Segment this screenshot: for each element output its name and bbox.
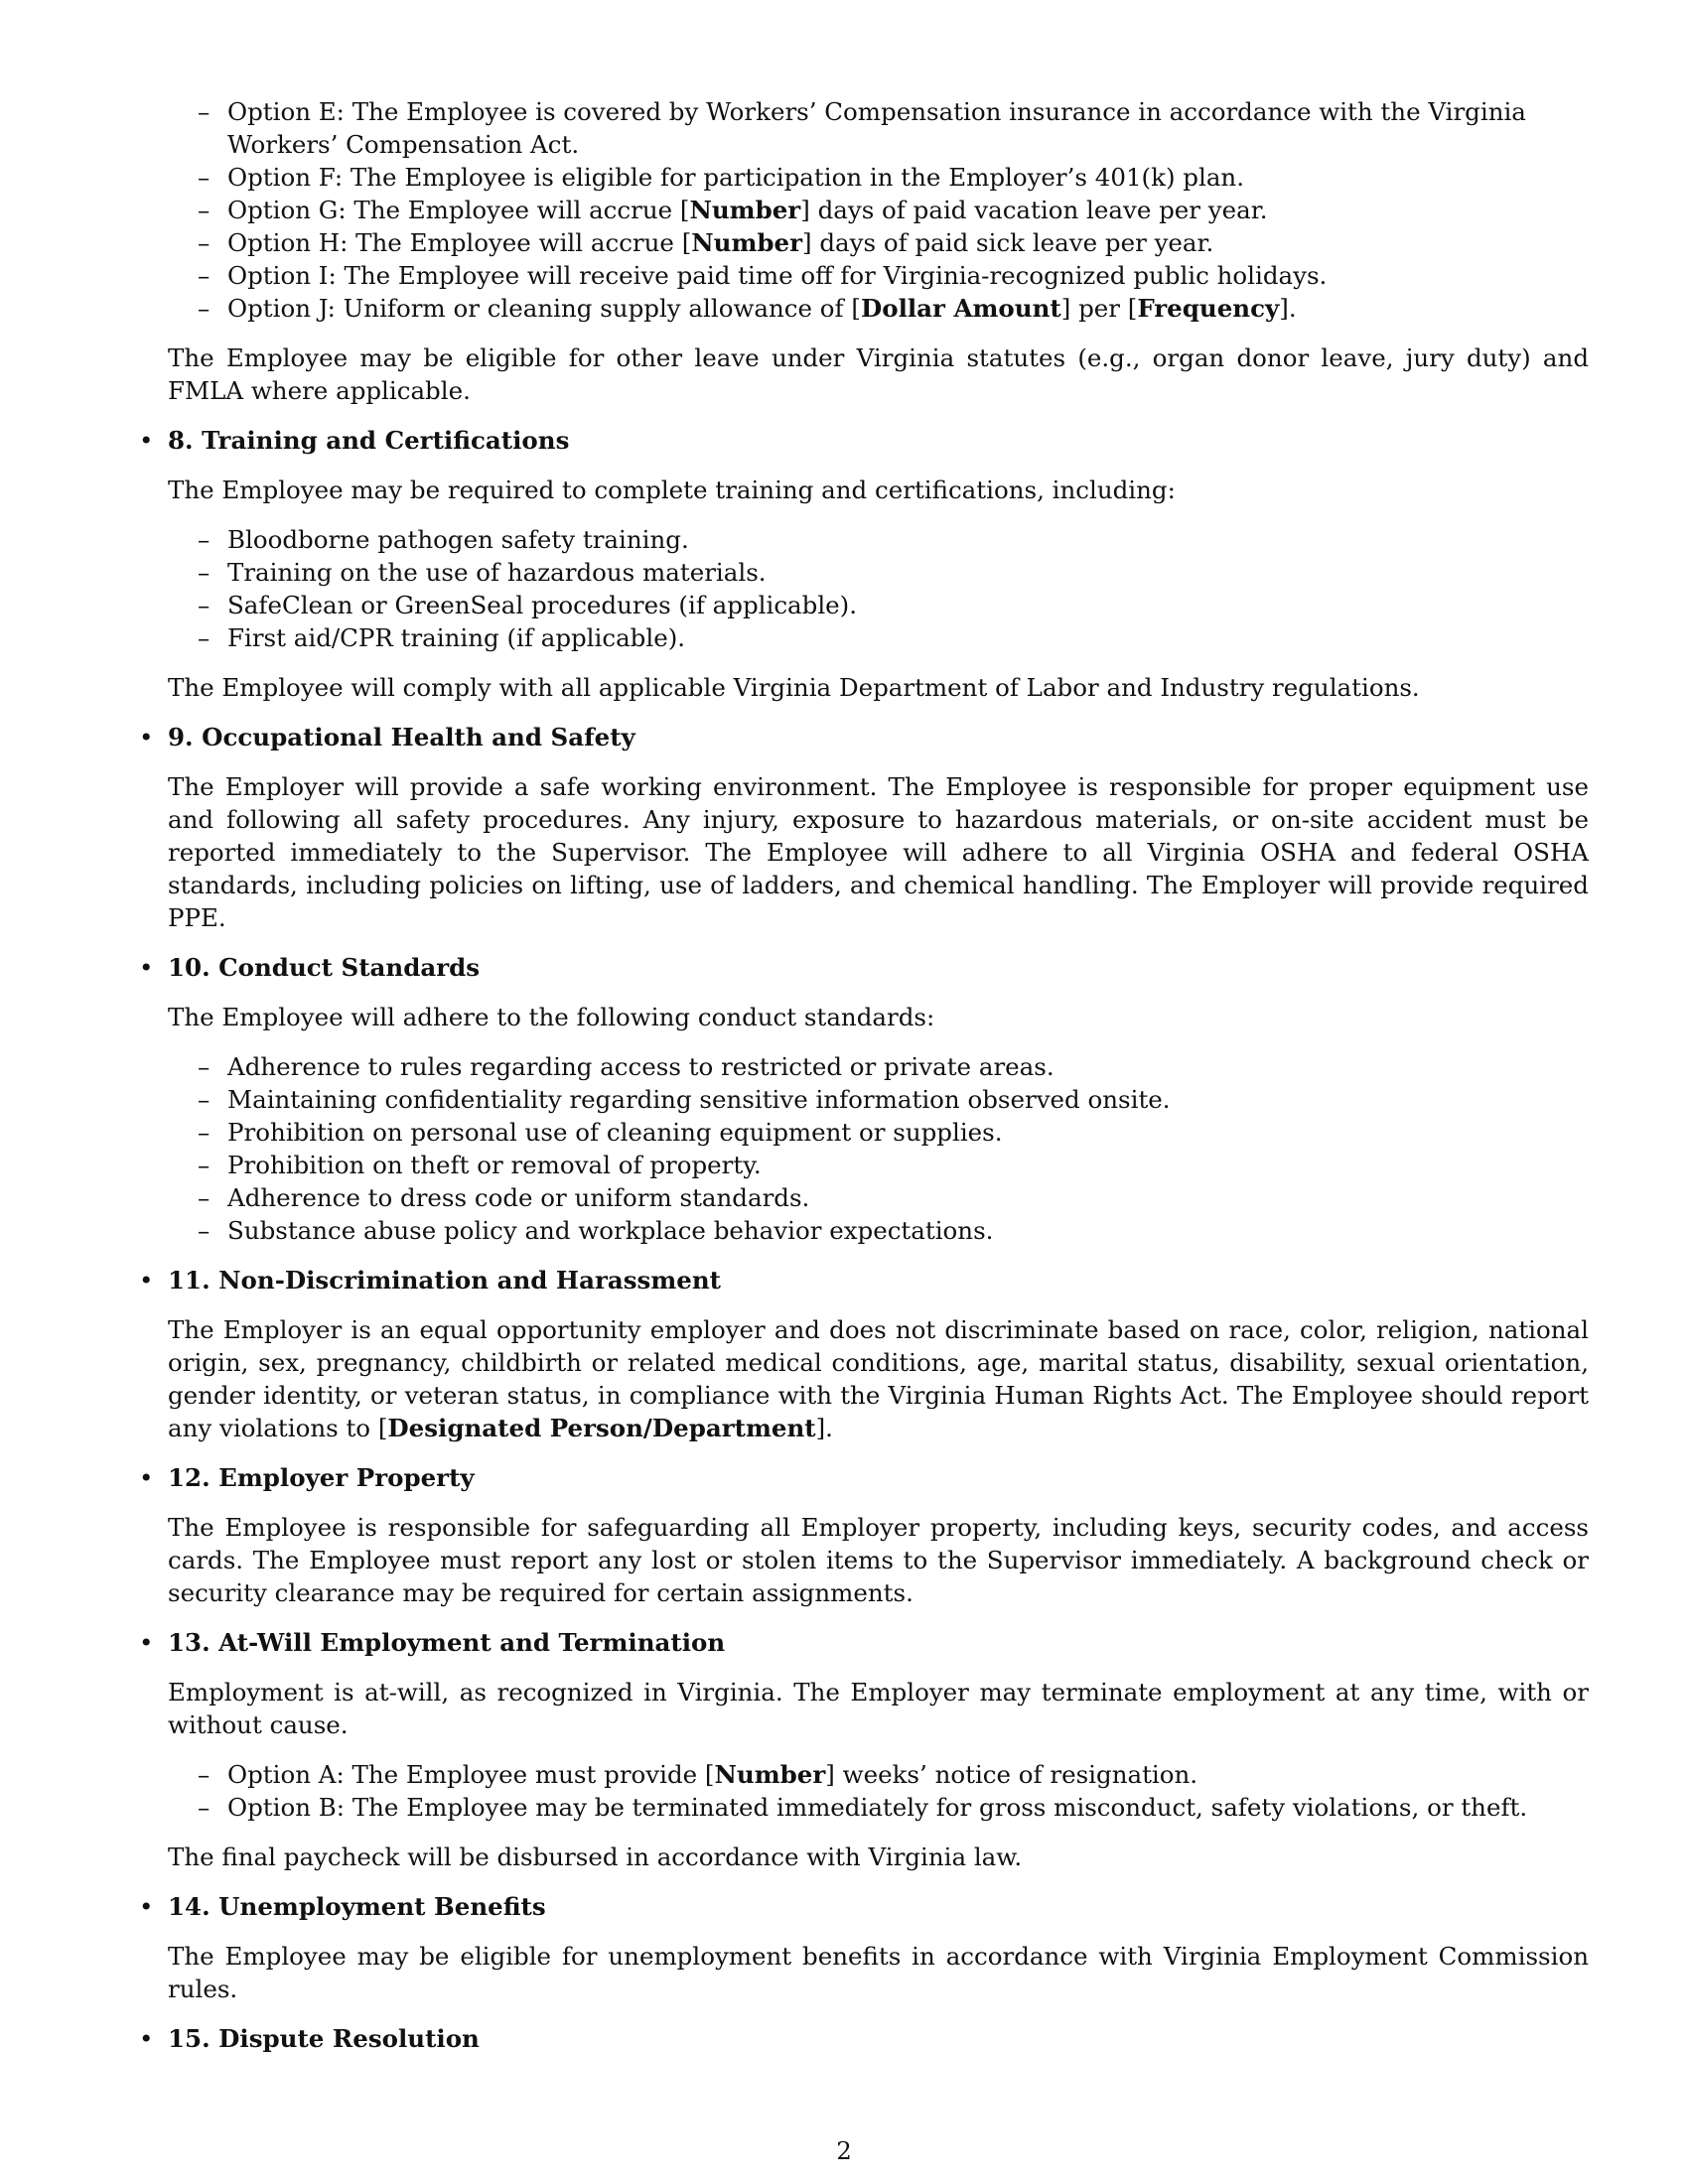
placeholder-field: Dollar Amount [860,294,1061,323]
section-at-will [139,1626,1589,1873]
list-item [227,1758,1589,1791]
section-body: The Employee is responsible for safeguarding all Employer property, including keys, security codes, and access cards. The Employee must report any lost or stolen items to the Supervisor immediately. A background check or security clearance may be required for certain assignments. [168,1513,1589,1607]
list-item: – Adherence to dress code or uniform standards. [227,1181,1589,1214]
list-item: – Prohibition on theft or removal of property. [227,1149,1589,1181]
section-health-safety [139,721,1589,934]
list-item: – Option B: The Employee may be terminated immediately for gross misconduct, safety violations, or theft. [227,1791,1589,1824]
training-list [139,523,1589,654]
placeholder-field: Frequency [1137,294,1280,323]
placeholder-field: Number [714,1760,826,1789]
section-intro: Employment is at-will, as recognized in Virginia. The Employer may terminate employment at any time, with or without cause. [168,1678,1589,1739]
list-item: – Option E: The Employee is covered by Workers’ Compensation insurance in accordance with the Virginia Workers’ Compensation Act. [227,95,1589,161]
section-closing: The final paycheck will be disbursed in accordance with Virginia law. [168,1843,1023,1871]
list-item-text: ] per [ [1060,294,1138,323]
body-text: The Employer is an equal opportunity employer and does not discriminate based on race, color, religion, national origin, sex, pregnancy, childbirth or related medical conditions, age, marital status, disability, sexual orientation, gender identity, or veteran status, in compliance with the Virginia Human Rights Act. The Employee should report any violations to [ [168,1315,1589,1442]
section-heading: • 15. Dispute Resolution [139,2022,1589,2055]
section-conduct [139,951,1589,1247]
benefits-note: The Employee may be eligible for other leave under Virginia statutes (e.g., organ donor leave, jury duty) and FMLA where applicable. [168,343,1589,405]
body-text: ]. [815,1414,833,1442]
list-item-text: Option A: The Employee must provide [ [227,1760,715,1789]
placeholder-field: Designated Person/Department [387,1414,816,1442]
document-page [139,95,1589,2072]
section-intro: The Employee will adhere to the following conduct standards: [168,1003,935,1031]
list-item: – Prohibition on personal use of cleaning equipment or supplies. [227,1116,1589,1149]
list-item: – Training on the use of hazardous materials. [227,556,1589,589]
section-heading: • 13. At-Will Employment and Termination [139,1626,1589,1659]
list-item [227,194,1589,226]
list-item: – Option F: The Employee is eligible for participation in the Employer’s 401(k) plan. [227,161,1589,194]
section-training [139,424,1589,704]
section-heading: • 8. Training and Certifications [139,424,1589,457]
list-item-text: Option J: Uniform or cleaning supply allowance of [ [227,294,861,323]
section-dispute-resolution [139,2022,1589,2055]
list-item: – First aid/CPR training (if applicable). [227,621,1589,654]
page-number: 2 [836,2136,852,2165]
conduct-list [139,1050,1589,1247]
list-item-text: ] weeks’ notice of resignation. [825,1760,1198,1789]
section-heading: • 14. Unemployment Benefits [139,1890,1589,1923]
section-heading: • 11. Non-Discrimination and Harassment [139,1264,1589,1297]
section-body: The Employee may be eligible for unemployment benefits in accordance with Virginia Employment Commission rules. [168,1942,1589,2003]
section-body [139,1313,1589,1444]
list-item: – Substance abuse policy and workplace behavior expectations. [227,1214,1589,1247]
list-item-text: ] days of paid sick leave per year. [802,228,1214,257]
list-item-text: ]. [1279,294,1297,323]
list-item: – Adherence to rules regarding access to restricted or private areas. [227,1050,1589,1083]
list-item: – Bloodborne pathogen safety training. [227,523,1589,556]
section-heading: • 12. Employer Property [139,1461,1589,1494]
section-heading: • 9. Occupational Health and Safety [139,721,1589,753]
termination-options-list [139,1758,1589,1824]
list-item-text: Option G: The Employee will accrue [ [227,196,690,224]
section-unemployment [139,1890,1589,2005]
placeholder-field: Number [691,228,803,257]
list-item: – Maintaining confidentiality regarding sensitive information observed onsite. [227,1083,1589,1116]
list-item-text: Option H: The Employee will accrue [ [227,228,692,257]
list-item [227,226,1589,259]
section-body: The Employer will provide a safe working environment. The Employee is responsible for proper equipment use and following all safety procedures. Any injury, exposure to hazardous materials, or on-site accident must be reported immediately to the Supervisor. The Employee will adhere to all Virginia OSHA and federal OSHA standards, including policies on lifting, use of ladders, and chemical handling. The Employer will provide required PPE. [168,772,1589,932]
benefits-continuation [139,95,1589,407]
section-heading: • 10. Conduct Standards [139,951,1589,984]
list-item: – Option I: The Employee will receive paid time off for Virginia-recognized public holidays. [227,259,1589,292]
benefits-options-list [139,95,1589,325]
section-employer-property [139,1461,1589,1609]
list-item-text: ] days of paid vacation leave per year. [800,196,1268,224]
section-closing: The Employee will comply with all applicable Virginia Department of Labor and Industry regulations. [168,673,1420,702]
list-item [227,292,1589,325]
section-non-discrimination [139,1264,1589,1444]
section-intro: The Employee may be required to complete training and certifications, including: [168,476,1176,504]
list-item: – SafeClean or GreenSeal procedures (if applicable). [227,589,1589,621]
placeholder-field: Number [689,196,801,224]
